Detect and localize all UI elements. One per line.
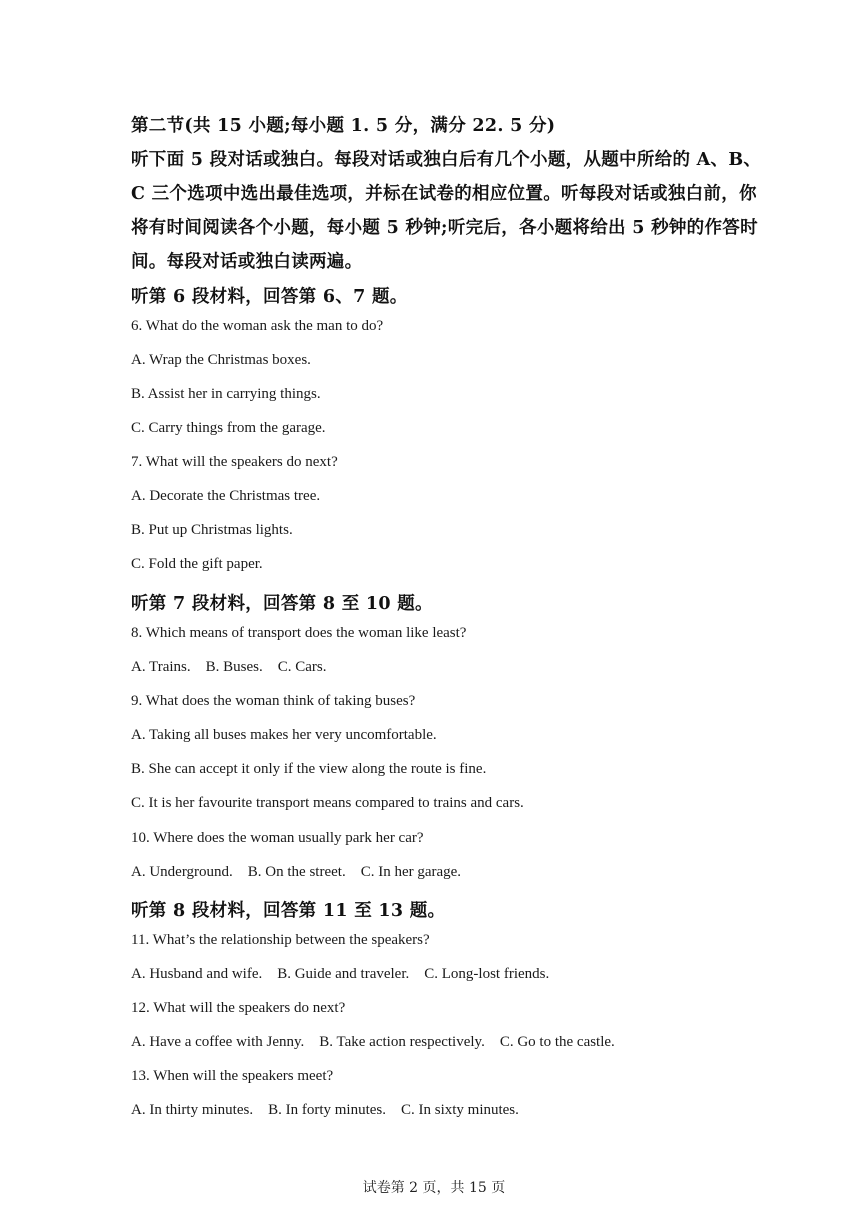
page-footer: 试卷第 2 页，共 15 页 bbox=[362, 1180, 506, 1196]
group-heading: 听第 8 段材料，回答第 11 至 13 题。 bbox=[131, 901, 446, 921]
options-line: A. Trains. B. Buses. C. Cars. bbox=[131, 659, 327, 675]
option-c: C. It is her favourite transport means compared to trains and cars. bbox=[131, 795, 524, 811]
instruction-line: 间。每段对话或独白读两遍。 bbox=[131, 252, 363, 272]
option-b: B. Assist her in carrying things. bbox=[131, 386, 321, 402]
group-heading: 听第 6 段材料，回答第 6、7 题。 bbox=[131, 287, 408, 307]
options-line: A. Underground. B. On the street. C. In her garage. bbox=[131, 864, 462, 880]
options-line: A. Husband and wife. B. Guide and traveler. C. Long-lost friends. bbox=[131, 966, 550, 982]
options-line: A. In thirty minutes. B. In forty minutes. C. In sixty minutes. bbox=[131, 1102, 519, 1118]
option-a: A. Wrap the Christmas boxes. bbox=[131, 352, 311, 368]
question-stem: 11. What’s the relationship between the speakers? bbox=[131, 932, 430, 948]
instruction-line: C 三个选项中选出最佳选项，并标在试卷的相应位置。听每段对话或独白前，你 bbox=[131, 184, 757, 204]
option-a: A. Taking all buses makes her very uncomfortable. bbox=[131, 727, 437, 743]
option-c: C. Carry things from the garage. bbox=[131, 420, 326, 436]
instruction-line: 将有时间阅读各个小题，每小题 5 秒钟;听完后，各小题将给出 5 秒钟的作答时 bbox=[131, 218, 758, 238]
group-heading: 听第 7 段材料，回答第 8 至 10 题。 bbox=[131, 594, 433, 614]
question-stem: 8. Which means of transport does the woman like least? bbox=[131, 625, 467, 641]
question-stem: 9. What does the woman think of taking buses? bbox=[131, 693, 416, 709]
option-c: C. Fold the gift paper. bbox=[131, 556, 263, 572]
instruction-line: 听下面 5 段对话或独白。每段对话或独白后有几个小题，从题中所给的 A、B、 bbox=[131, 150, 762, 170]
question-stem: 13. When will the speakers meet? bbox=[131, 1068, 334, 1084]
options-line: A. Have a coffee with Jenny. B. Take action respectively. C. Go to the castle. bbox=[131, 1034, 615, 1050]
section-title: 第二节(共 15 小题;每小题 1. 5 分，满分 22. 5 分) bbox=[131, 116, 556, 136]
option-b: B. Put up Christmas lights. bbox=[131, 522, 293, 538]
question-stem: 12. What will the speakers do next? bbox=[131, 1000, 346, 1016]
question-stem: 6. What do the woman ask the man to do? bbox=[131, 318, 384, 334]
question-stem: 10. Where does the woman usually park her car? bbox=[131, 830, 424, 846]
question-stem: 7. What will the speakers do next? bbox=[131, 454, 338, 470]
option-a: A. Decorate the Christmas tree. bbox=[131, 488, 321, 504]
option-b: B. She can accept it only if the view along the route is fine. bbox=[131, 761, 487, 777]
